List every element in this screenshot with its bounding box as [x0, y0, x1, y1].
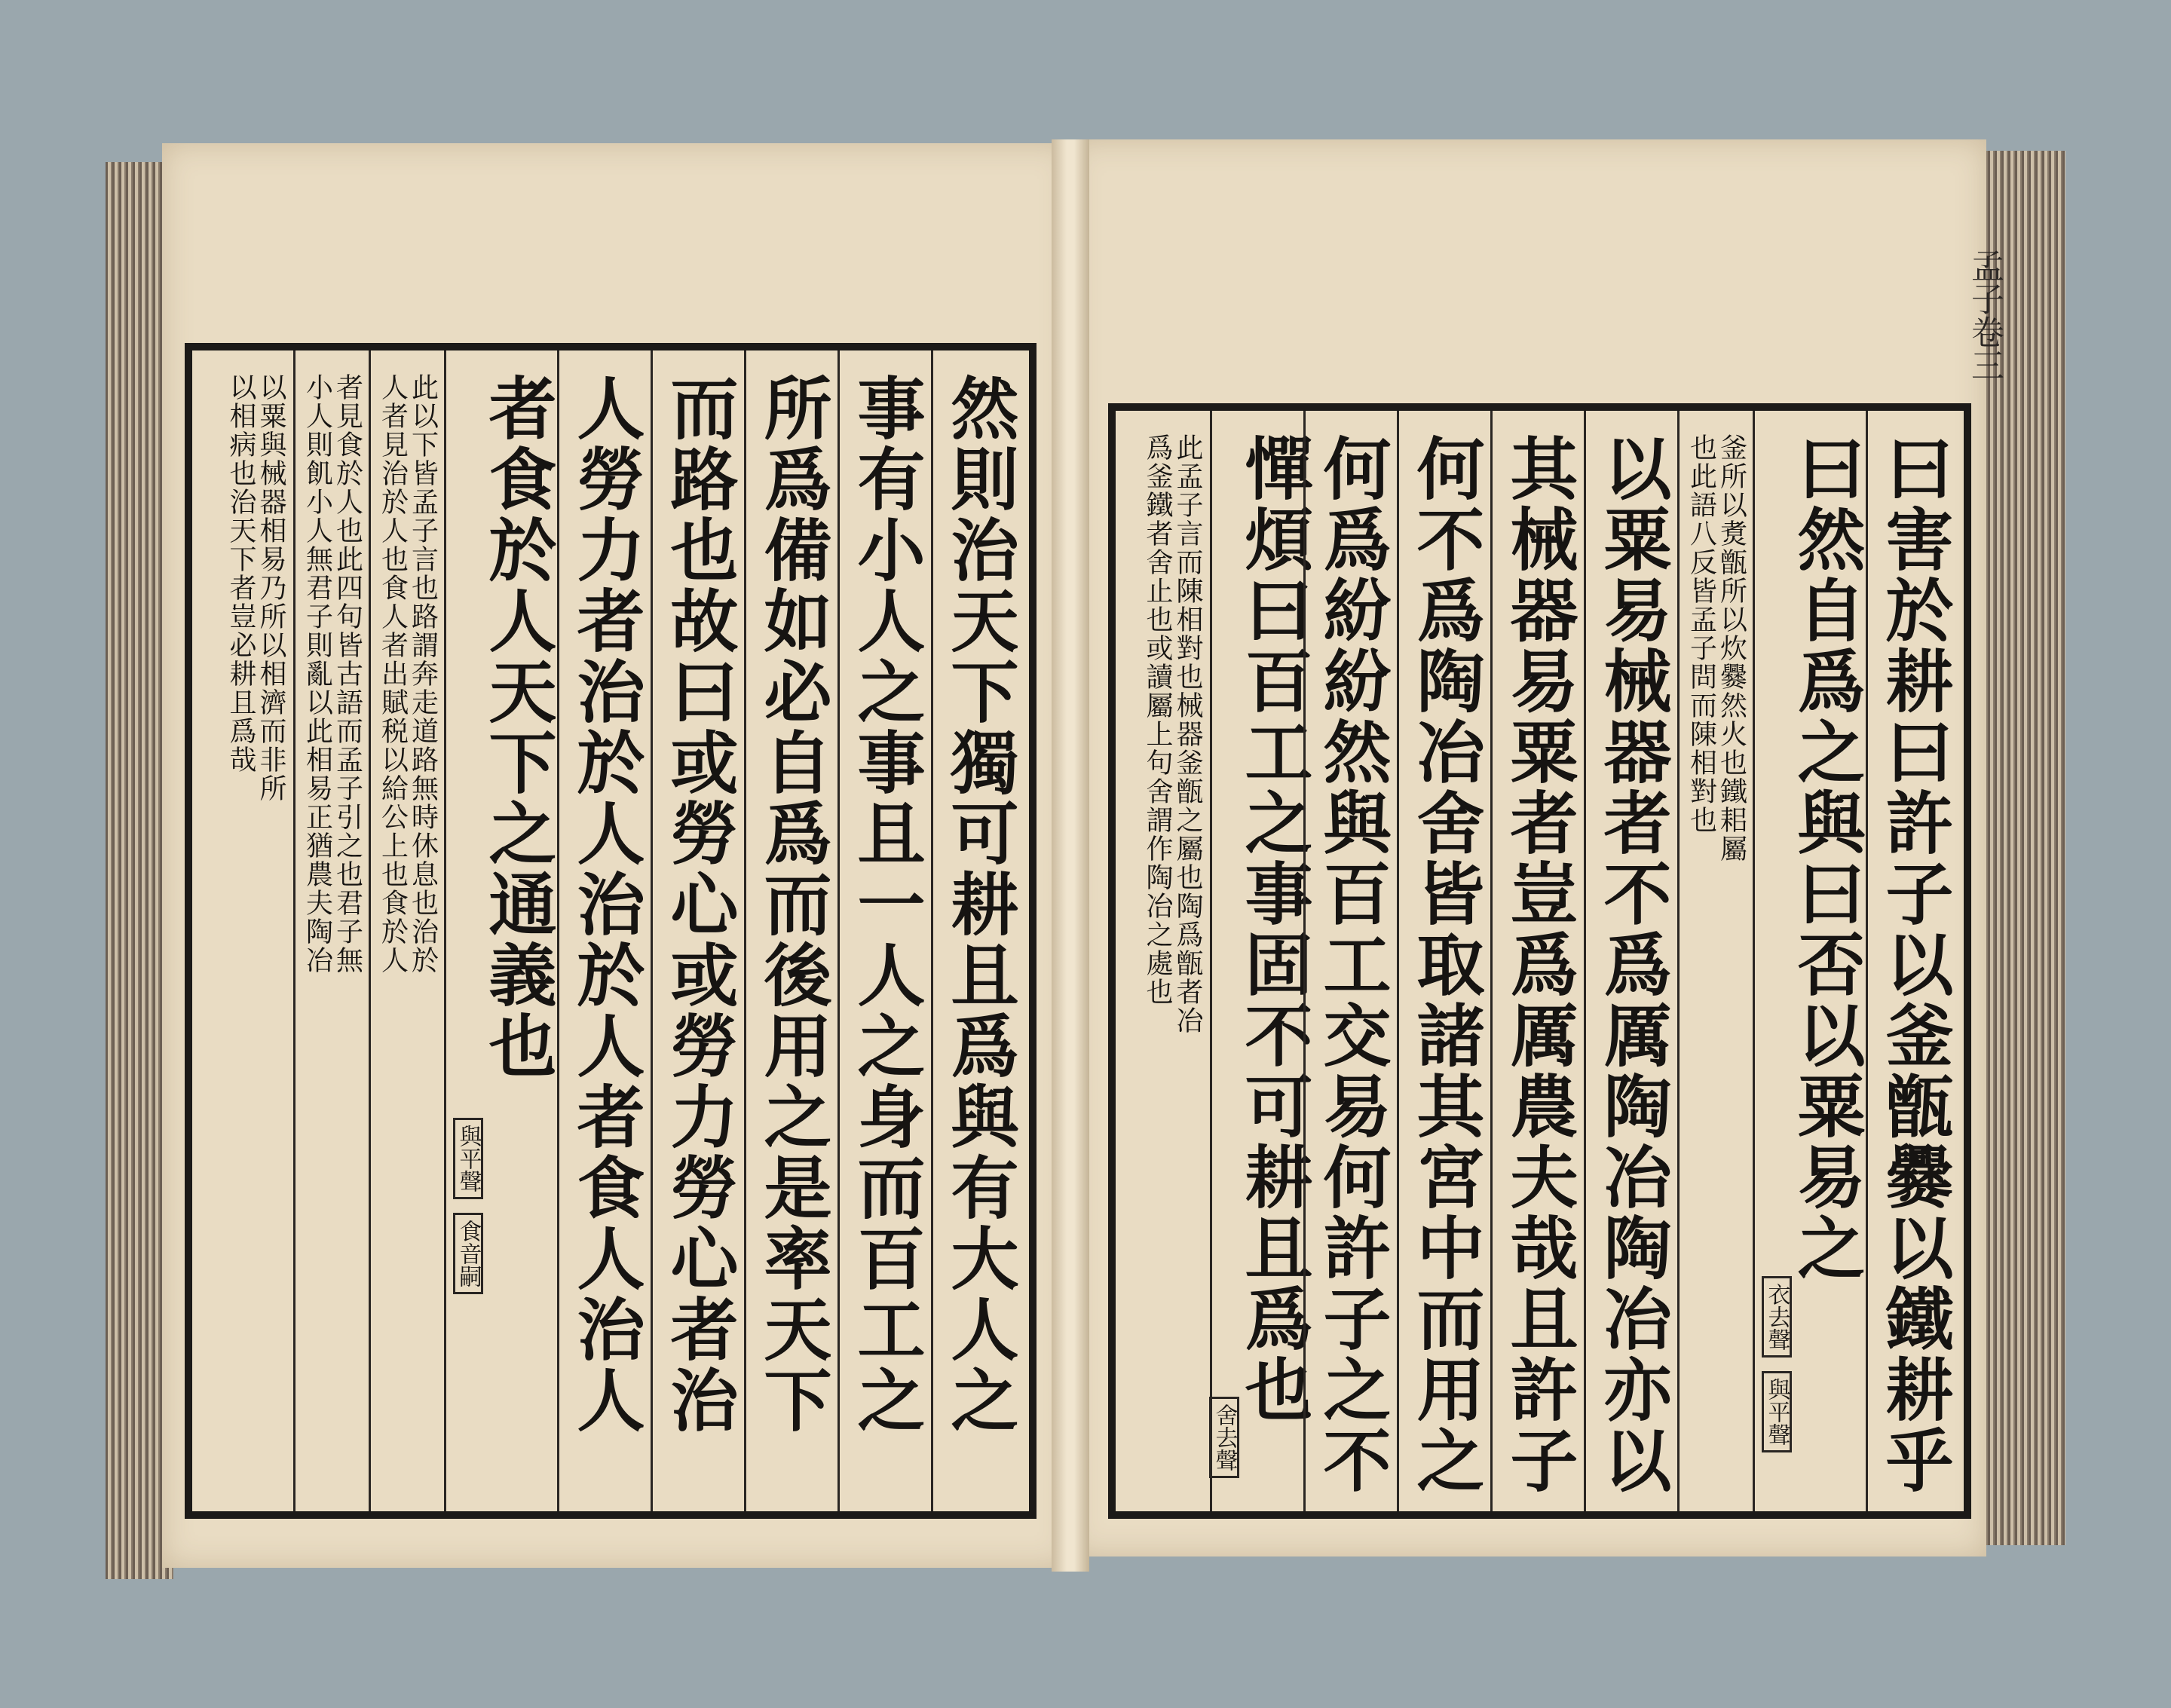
- right-main-text-7: 憚煩曰百工之事固不可耕且爲也: [1232, 433, 1313, 1425]
- right-main-text-6: 何爲紛紛然與百工交易何許子之不: [1311, 433, 1392, 1496]
- left-column-1: [931, 350, 1024, 1511]
- right-main-text-3: 以粟易械器者不爲厲陶冶陶冶亦以: [1591, 433, 1672, 1496]
- right-column-2: [1753, 411, 1866, 1511]
- right-annotation-3: 舍去聲: [1209, 1397, 1239, 1478]
- left-small-column-pair-3: [218, 350, 293, 1511]
- left-main-text-2: 事有小人之事且一人之身而百工之: [845, 373, 926, 1436]
- left-column-2: [837, 350, 931, 1511]
- right-page-frame: [1108, 403, 1971, 1519]
- right-column-3: [1584, 411, 1677, 1511]
- book-gutter: [1052, 139, 1089, 1572]
- left-annotation-1: 與平聲: [453, 1118, 483, 1199]
- right-small-text-2: 也此語八反皆孟子問而陳相對也: [1686, 433, 1717, 834]
- right-small-column-pair-1: [1677, 411, 1753, 1511]
- right-main-text-4: 其械器易粟者豈爲厲農夫哉且許子: [1498, 433, 1578, 1496]
- left-page-frame: [185, 343, 1037, 1519]
- right-annotation-2: 與平聲: [1762, 1371, 1792, 1452]
- right-annotation-1: 衣去聲: [1762, 1276, 1792, 1358]
- left-annotation-2: 食音嗣: [453, 1213, 483, 1294]
- right-small-text-4: 爲釜鐵者舍止也或讀屬上句舍謂作陶冶之處也: [1142, 433, 1173, 1006]
- left-small-text-6: 以相病也治天下者豈必耕且爲哉: [225, 373, 256, 774]
- left-column-3: [744, 350, 837, 1511]
- right-small-text-3: 此孟子言而陳相對也械器釜甑之屬也陶爲甑者冶: [1172, 433, 1203, 1035]
- left-column-5: [557, 350, 651, 1511]
- right-main-text-5: 何不爲陶冶舍皆取諸其宮中而用之: [1404, 433, 1485, 1496]
- left-small-column-pair-2: [293, 350, 369, 1511]
- left-small-column-pair-1: [369, 350, 444, 1511]
- right-column-4: [1490, 411, 1584, 1511]
- right-small-column-pair-2: [1134, 411, 1210, 1511]
- margin-title: 孟子卷三: [1965, 249, 2004, 381]
- left-column-4: [651, 350, 744, 1511]
- left-small-text-1: 此以下皆孟子言也路謂奔走道路無時休息也治於: [407, 373, 439, 975]
- left-main-text-1: 然則治天下獨可耕且爲與有大人之: [939, 373, 1019, 1436]
- right-small-text-1: 釜所以煑甑所以炊爨然火也鐵耜屬: [1716, 433, 1747, 863]
- right-main-text-2: 曰然自爲之與曰否以粟易之: [1785, 433, 1866, 1284]
- right-column-7: [1210, 411, 1313, 1511]
- left-main-text-6: 者食於人天下之通義也: [476, 373, 557, 1082]
- left-column-6: [444, 350, 557, 1511]
- left-main-text-5: 人勞力者治於人治於人者食人治人: [565, 373, 645, 1436]
- left-main-text-4: 而路也故曰或勞心或勞力勞心者治: [658, 373, 739, 1436]
- right-column-6: [1303, 411, 1397, 1511]
- right-main-text-1: 曰害於耕曰許子以釜甑爨以鐵耕乎: [1873, 433, 1954, 1496]
- left-main-text-3: 所爲備如必自爲而後用之是率天下: [752, 373, 832, 1436]
- right-column-1: [1866, 411, 1959, 1511]
- left-small-text-3: 者見食於人也此四句皆古語而孟子引之也君子無: [332, 373, 363, 975]
- left-small-text-2: 人者見治於人也食人者出賦税以給公上也食於人: [377, 373, 409, 975]
- left-small-text-5: 以粟與械器相易乃所以相濟而非所: [256, 373, 286, 803]
- right-column-5: [1397, 411, 1490, 1511]
- left-small-text-4: 小人則飢小人無君子則亂以此相易正猶農夫陶冶: [302, 373, 333, 975]
